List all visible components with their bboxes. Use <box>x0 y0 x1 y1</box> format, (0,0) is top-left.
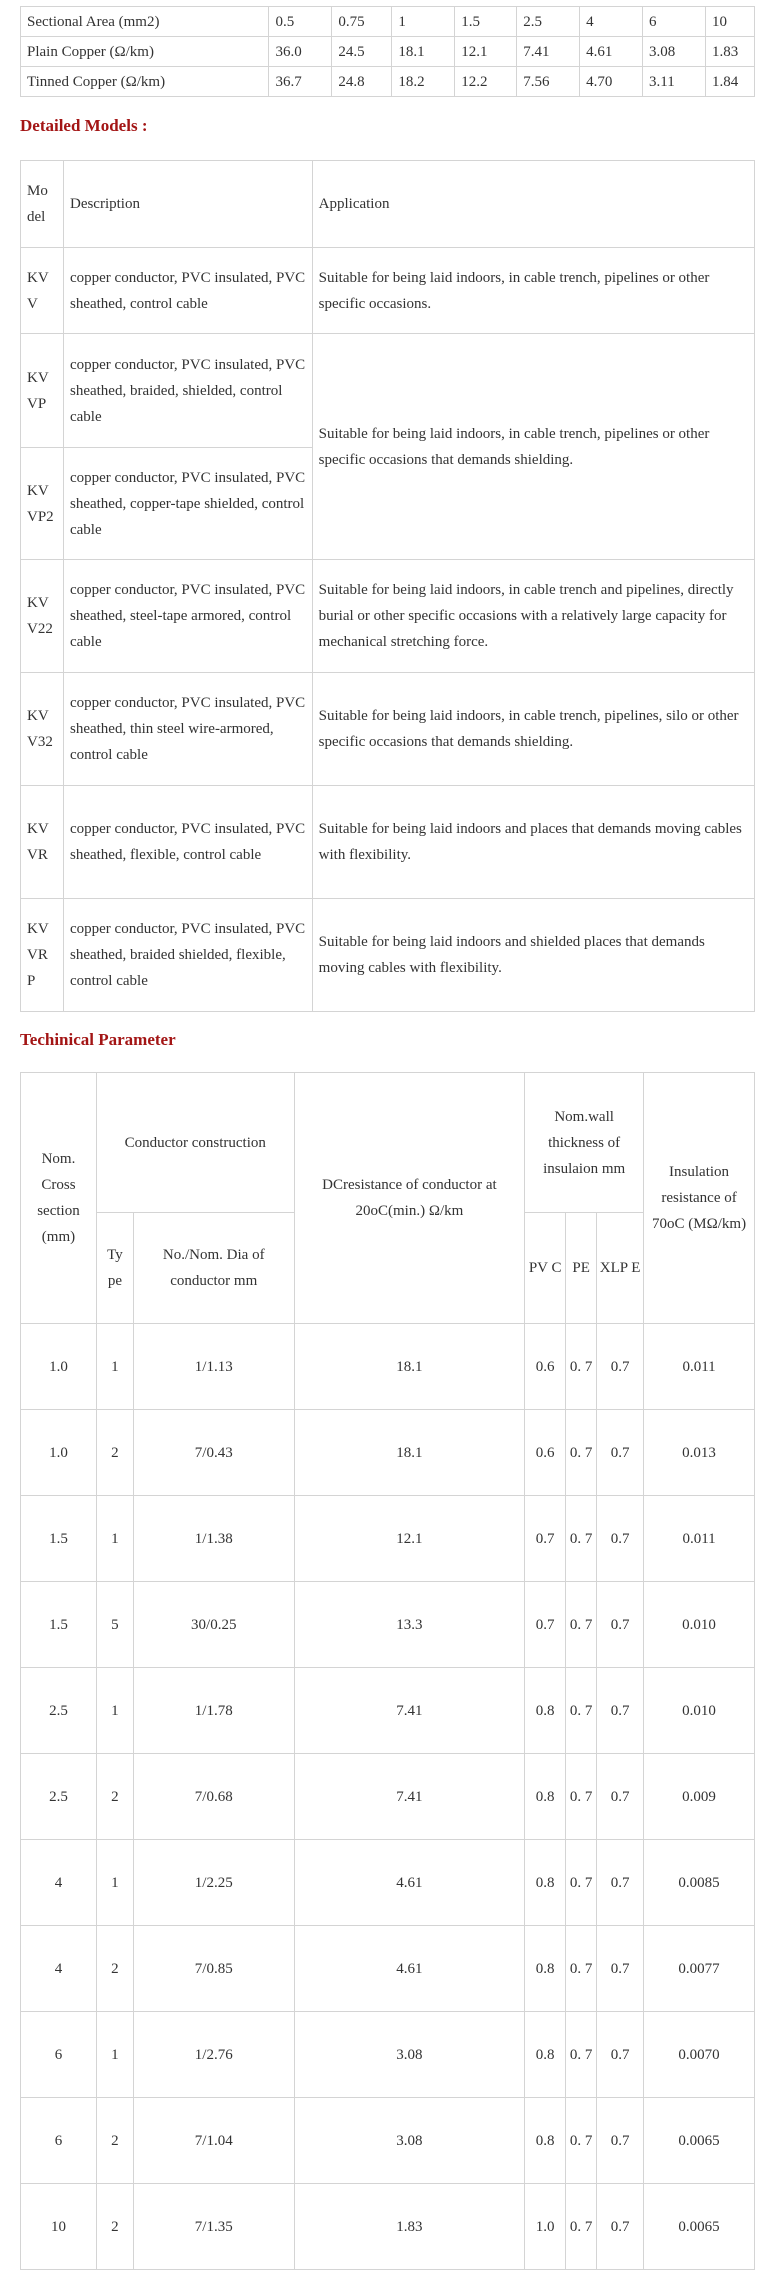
table-row <box>21 1926 755 2012</box>
value-cell: 12.1 <box>455 37 517 67</box>
table-row <box>21 2184 755 2270</box>
application-cell: Suitable for being laid indoors, in cable trench, pipelines, silo or other specific occasions that demands shielding. <box>312 673 754 786</box>
no-dia-cell: 1/1.38 <box>133 1496 294 1582</box>
row-label: Sectional Area (mm2) <box>21 7 269 37</box>
type-cell: 2 <box>96 1926 133 2012</box>
insulation-resistance-cell: 0.0065 <box>644 2184 755 2270</box>
value-cell: 1 <box>392 7 455 37</box>
table-row <box>21 2098 755 2184</box>
insulation-resistance-cell: 0.0085 <box>644 1840 755 1926</box>
no-dia-cell: 30/0.25 <box>133 1582 294 1668</box>
model-cell: KV VR P <box>21 899 64 1012</box>
value-cell: 0.5 <box>269 7 332 37</box>
table-row <box>21 1496 755 1582</box>
pvc-cell: 0.8 <box>525 1840 566 1926</box>
insulation-resistance-cell: 0.011 <box>644 1496 755 1582</box>
no-dia-cell: 7/0.43 <box>133 1410 294 1496</box>
row-label: Tinned Copper (Ω/km) <box>21 67 269 97</box>
pvc-cell: 0.8 <box>525 1926 566 2012</box>
application-cell: Suitable for being laid indoors and shielded places that demands moving cables with flexibility. <box>312 899 754 1012</box>
table-row <box>21 7 755 37</box>
dc-resistance-cell: 12.1 <box>294 1496 525 1582</box>
table-row <box>21 248 755 334</box>
type-cell: 5 <box>96 1582 133 1668</box>
cross-section-cell: 1.5 <box>21 1496 97 1582</box>
xlpe-cell: 0.7 <box>597 1410 644 1496</box>
table-row <box>21 1754 755 1840</box>
no-dia-header: No./Nom. Dia of conductor mm <box>133 1213 294 1324</box>
model-cell: KV V32 <box>21 673 64 786</box>
value-cell: 24.8 <box>332 67 392 97</box>
table-row <box>21 67 755 97</box>
pe-cell: 0. 7 <box>566 1668 597 1754</box>
cross-section-cell: 2.5 <box>21 1754 97 1840</box>
table-row <box>21 899 755 1012</box>
type-cell: 2 <box>96 1410 133 1496</box>
models-table <box>20 160 755 1012</box>
insulation-resistance-cell: 0.010 <box>644 1668 755 1754</box>
no-dia-cell: 7/1.04 <box>133 2098 294 2184</box>
description-cell: copper conductor, PVC insulated, PVC sheathed, flexible, control cable <box>63 786 312 899</box>
pvc-cell: 0.8 <box>525 2012 566 2098</box>
type-cell: 2 <box>96 1754 133 1840</box>
value-cell: 24.5 <box>332 37 392 67</box>
model-cell: KV VR <box>21 786 64 899</box>
description-header: Description <box>63 161 312 248</box>
pe-cell: 0. 7 <box>566 1754 597 1840</box>
value-cell: 7.56 <box>517 67 580 97</box>
description-cell: copper conductor, PVC insulated, PVC sheathed, steel-tape armored, control cable <box>63 560 312 673</box>
model-cell: KV V <box>21 248 64 334</box>
resistance-table <box>20 6 755 97</box>
description-cell: copper conductor, PVC insulated, PVC sheathed, thin steel wire-armored, control cable <box>63 673 312 786</box>
pe-cell: 0. 7 <box>566 1410 597 1496</box>
technical-parameter-heading: Techinical Parameter <box>20 1030 176 1049</box>
dc-resistance-header: DCresistance of conductor at 20oC(min.) Ω/km <box>294 1073 525 1324</box>
pvc-cell: 0.8 <box>525 2098 566 2184</box>
value-cell: 4 <box>580 7 643 37</box>
pe-cell: 0. 7 <box>566 1496 597 1582</box>
table-row <box>21 1410 755 1496</box>
dc-resistance-cell: 1.83 <box>294 2184 525 2270</box>
cross-section-cell: 1.0 <box>21 1324 97 1410</box>
table-row <box>21 786 755 899</box>
description-cell: copper conductor, PVC insulated, PVC sheathed, braided shielded, flexible, control cable <box>63 899 312 1012</box>
value-cell: 18.1 <box>392 37 455 67</box>
type-cell: 1 <box>96 1496 133 1582</box>
xlpe-cell: 0.7 <box>597 1496 644 1582</box>
value-cell: 1.83 <box>705 37 754 67</box>
pvc-cell: 0.7 <box>525 1582 566 1668</box>
insulation-resistance-cell: 0.013 <box>644 1410 755 1496</box>
cross-section-cell: 1.5 <box>21 1582 97 1668</box>
table-row <box>21 1324 755 1410</box>
xlpe-header: XLP E <box>597 1213 644 1324</box>
pe-header: PE <box>566 1213 597 1324</box>
value-cell: 36.7 <box>269 67 332 97</box>
application-cell: Suitable for being laid indoors and places that demands moving cables with flexibility. <box>312 786 754 899</box>
no-dia-cell: 7/0.85 <box>133 1926 294 2012</box>
xlpe-cell: 0.7 <box>597 1840 644 1926</box>
models-header-row <box>21 161 755 248</box>
type-cell: 1 <box>96 2012 133 2098</box>
table-row <box>21 560 755 673</box>
pe-cell: 0. 7 <box>566 1840 597 1926</box>
table-row <box>21 1582 755 1668</box>
no-dia-cell: 1/2.76 <box>133 2012 294 2098</box>
description-cell: copper conductor, PVC insulated, PVC sheathed, braided, shielded, control cable <box>63 334 312 448</box>
pvc-header: PV C <box>525 1213 566 1324</box>
no-dia-cell: 7/1.35 <box>133 2184 294 2270</box>
cross-section-cell: 4 <box>21 1840 97 1926</box>
value-cell: 12.2 <box>455 67 517 97</box>
insulation-resistance-cell: 0.0077 <box>644 1926 755 2012</box>
cross-section-cell: 6 <box>21 2098 97 2184</box>
table-row <box>21 2012 755 2098</box>
dc-resistance-cell: 3.08 <box>294 2012 525 2098</box>
detailed-models-heading: Detailed Models : <box>20 116 148 135</box>
dc-resistance-cell: 18.1 <box>294 1324 525 1410</box>
insulation-resistance-cell: 0.009 <box>644 1754 755 1840</box>
pvc-cell: 0.8 <box>525 1668 566 1754</box>
value-cell: 6 <box>643 7 706 37</box>
value-cell: 4.70 <box>580 67 643 97</box>
xlpe-cell: 0.7 <box>597 1582 644 1668</box>
table-row <box>21 37 755 67</box>
pe-cell: 0. 7 <box>566 1582 597 1668</box>
xlpe-cell: 0.7 <box>597 2184 644 2270</box>
type-cell: 1 <box>96 1324 133 1410</box>
value-cell: 1.5 <box>455 7 517 37</box>
cross-section-cell: 6 <box>21 2012 97 2098</box>
cross-section-header: Nom. Cross section (mm) <box>21 1073 97 1324</box>
cross-section-cell: 10 <box>21 2184 97 2270</box>
insulation-resistance-cell: 0.010 <box>644 1582 755 1668</box>
type-header: Ty pe <box>96 1213 133 1324</box>
application-cell: Suitable for being laid indoors, in cable trench, pipelines or other specific occasions. <box>312 248 754 334</box>
no-dia-cell: 1/2.25 <box>133 1840 294 1926</box>
pvc-cell: 0.8 <box>525 1754 566 1840</box>
application-cell: Suitable for being laid indoors, in cable trench, pipelines or other specific occasions that demands shielding. <box>312 334 754 560</box>
wall-thickness-header: Nom.wall thickness of insulaion mm <box>525 1073 644 1213</box>
dc-resistance-cell: 4.61 <box>294 1840 525 1926</box>
cross-section-cell: 2.5 <box>21 1668 97 1754</box>
dc-resistance-cell: 7.41 <box>294 1668 525 1754</box>
pe-cell: 0. 7 <box>566 1926 597 2012</box>
pvc-cell: 0.7 <box>525 1496 566 1582</box>
value-cell: 2.5 <box>517 7 580 37</box>
application-header: Application <box>312 161 754 248</box>
insulation-resistance-cell: 0.011 <box>644 1324 755 1410</box>
dc-resistance-cell: 13.3 <box>294 1582 525 1668</box>
xlpe-cell: 0.7 <box>597 2098 644 2184</box>
type-cell: 2 <box>96 2184 133 2270</box>
insulation-resistance-header: Insulation resistance of 70oC (MΩ/km) <box>644 1073 755 1324</box>
insulation-resistance-cell: 0.0070 <box>644 2012 755 2098</box>
pe-cell: 0. 7 <box>566 2098 597 2184</box>
value-cell: 3.11 <box>643 67 706 97</box>
conductor-construction-header: Conductor construction <box>96 1073 294 1213</box>
no-dia-cell: 7/0.68 <box>133 1754 294 1840</box>
value-cell: 7.41 <box>517 37 580 67</box>
application-cell: Suitable for being laid indoors, in cable trench and pipelines, directly burial or other specific occasions with a relatively large capacity for mechanical stretching force. <box>312 560 754 673</box>
dc-resistance-cell: 3.08 <box>294 2098 525 2184</box>
table-row <box>21 1668 755 1754</box>
xlpe-cell: 0.7 <box>597 2012 644 2098</box>
description-cell: copper conductor, PVC insulated, PVC sheathed, control cable <box>63 248 312 334</box>
value-cell: 0.75 <box>332 7 392 37</box>
value-cell: 18.2 <box>392 67 455 97</box>
type-cell: 1 <box>96 1840 133 1926</box>
insulation-resistance-cell: 0.0065 <box>644 2098 755 2184</box>
pe-cell: 0. 7 <box>566 1324 597 1410</box>
value-cell: 10 <box>705 7 754 37</box>
table-row <box>21 673 755 786</box>
xlpe-cell: 0.7 <box>597 1324 644 1410</box>
xlpe-cell: 0.7 <box>597 1926 644 2012</box>
table-row <box>21 334 755 448</box>
pe-cell: 0. 7 <box>566 2012 597 2098</box>
xlpe-cell: 0.7 <box>597 1668 644 1754</box>
value-cell: 36.0 <box>269 37 332 67</box>
model-cell: KV V22 <box>21 560 64 673</box>
dc-resistance-cell: 4.61 <box>294 1926 525 2012</box>
value-cell: 1.84 <box>705 67 754 97</box>
xlpe-cell: 0.7 <box>597 1754 644 1840</box>
type-cell: 1 <box>96 1668 133 1754</box>
model-header: Mo del <box>21 161 64 248</box>
cross-section-cell: 1.0 <box>21 1410 97 1496</box>
value-cell: 4.61 <box>580 37 643 67</box>
type-cell: 2 <box>96 2098 133 2184</box>
description-cell: copper conductor, PVC insulated, PVC sheathed, copper-tape shielded, control cable <box>63 448 312 560</box>
model-cell: KV VP2 <box>21 448 64 560</box>
pe-cell: 0. 7 <box>566 2184 597 2270</box>
pvc-cell: 0.6 <box>525 1324 566 1410</box>
parameters-table <box>20 1072 755 2270</box>
cross-section-cell: 4 <box>21 1926 97 2012</box>
value-cell: 3.08 <box>643 37 706 67</box>
params-header-row-1 <box>21 1073 755 1213</box>
pvc-cell: 0.6 <box>525 1410 566 1496</box>
row-label: Plain Copper (Ω/km) <box>21 37 269 67</box>
dc-resistance-cell: 7.41 <box>294 1754 525 1840</box>
model-cell: KV VP <box>21 334 64 448</box>
table-row <box>21 1840 755 1926</box>
no-dia-cell: 1/1.13 <box>133 1324 294 1410</box>
no-dia-cell: 1/1.78 <box>133 1668 294 1754</box>
pvc-cell: 1.0 <box>525 2184 566 2270</box>
dc-resistance-cell: 18.1 <box>294 1410 525 1496</box>
